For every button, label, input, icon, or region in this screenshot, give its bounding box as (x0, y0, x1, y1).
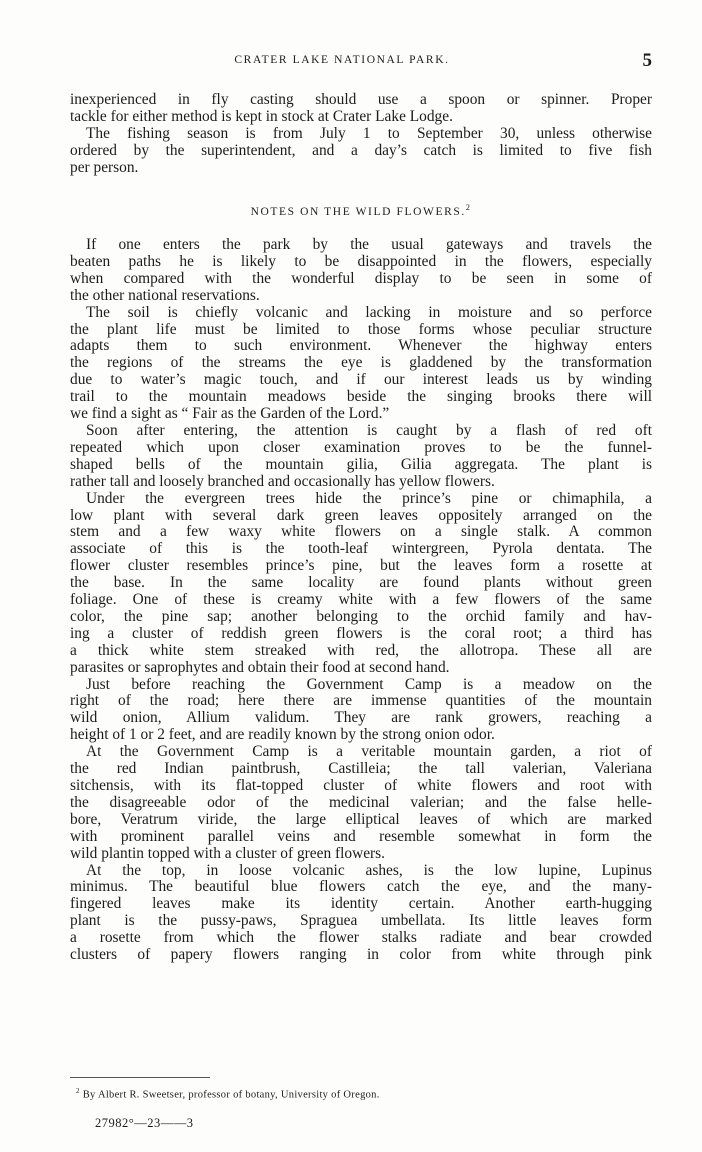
text-line: wild onion, Allium validum. They are rank growers, reaching a (70, 709, 652, 727)
text-line: wild plantin topped with a cluster of green flowers. (70, 844, 385, 862)
text-line: adapts them to such environment. Whenever the highway enters (70, 337, 652, 355)
text-line: we find a sight as “ Fair as the Garden of the Lord.” (70, 405, 390, 423)
text-line: right of the road; here there are immense quantities of the mountain (70, 692, 652, 710)
footnote-divider (70, 1077, 210, 1078)
text-line: shaped bells of the mountain gilia, Gilia aggregata. The plant is (70, 455, 652, 473)
text-line: the other national reservations. (70, 286, 260, 304)
text-line: the base. In the same locality are found plants without green (70, 574, 652, 592)
text-line: Under the evergreen trees hide the prince’s pine or chimaphila, a (86, 489, 652, 507)
page-header (72, 50, 652, 78)
text-line: the red Indian paintbrush, Castilleia; the tall valerian, Valeriana (70, 760, 652, 778)
text-line: color, the pine sap; another belonging to the orchid family and hav- (70, 607, 652, 625)
text-line: sitchensis, with its flat-topped cluster of white flowers and root with (70, 777, 652, 794)
text-line: when compared with the wonderful display to be seen in some of (70, 269, 652, 287)
text-line: fingered leaves make its identity certain. Another earth-hugging (70, 895, 652, 913)
text-line: ordered by the superintendent, and a day’s catch is limited to five fish (70, 141, 652, 159)
text-line: the plant life must be limited to those forms whose peculiar structure (70, 320, 652, 338)
text-line: At the Government Camp is a veritable mountain garden, a riot of (86, 743, 652, 761)
page-number: 5 (642, 50, 652, 71)
text-line: due to water’s magic touch, and if our interest leads us by winding (70, 371, 652, 389)
text-line: Soon after entering, the attention is caught by a flash of red oft (86, 421, 652, 439)
text-line: tackle for either method is kept in stock at Crater Lake Lodge. (70, 107, 453, 125)
section-heading (70, 203, 652, 218)
text-line: repeated which upon closer examination proves to be the funnel- (70, 438, 652, 456)
footnote-text: By Albert R. Sweetser, professor of botany, University of Oregon. (82, 1089, 380, 1101)
text-line: inexperienced in fly casting should use a spoon or spinner. Proper (70, 91, 652, 108)
text-line: parasites or saprophytes and obtain their food at second hand. (70, 658, 450, 676)
text-line: foliage. One of these is creamy white with a few flowers of the same (70, 591, 652, 609)
text-line: trail to the mountain meadows beside the singing brooks there will (70, 388, 652, 406)
text-line: The soil is chiefly volcanic and lacking in moisture and so perforce (86, 303, 652, 321)
text-line: the regions of the streams the eye is gladdened by the transformation (70, 354, 652, 372)
text-line: associate of this is the tooth-leaf wintergreen, Pyrola dentata. The (70, 540, 652, 558)
body-paragraphs (70, 237, 652, 964)
text-line: the disagreeable odor of the medicinal valerian; and the false helle- (70, 793, 652, 811)
text-line: low plant with several dark green leaves oppositely arranged on the (70, 506, 652, 524)
text-line: bore, Veratrum viride, the large elliptical leaves of which are marked (70, 810, 652, 828)
text-line: a thick white stem streaked with red, the allotropa. These all are (70, 641, 652, 659)
text-line: The fishing season is from July 1 to September 30, unless otherwise (86, 124, 652, 142)
text-line: Just before reaching the Government Camp is a meadow on the (86, 675, 652, 693)
text-line: per person. (70, 158, 139, 176)
text-line: rather tall and loosely branched and occasionally has yellow flowers. (70, 472, 495, 490)
text-line: If one enters the park by the usual gateways and travels the (86, 236, 652, 253)
text-line: with prominent parallel veins and resemble somewhat in form the (70, 827, 652, 845)
text-line: flower cluster resembles prince’s pine, but the leaves form a rosette at (70, 557, 652, 575)
print-code: 27982°—23——3 (95, 1116, 194, 1130)
section-title: NOTES ON THE WILD FLOWERS. (250, 205, 466, 218)
text-line: plant is the pussy-paws, Spraguea umbellata. Its little leaves form (70, 912, 652, 930)
footnote (76, 1087, 380, 1101)
footnote-mark: 2 (76, 1087, 80, 1095)
text-line: height of 1 or 2 feet, and are readily known by the strong onion odor. (70, 726, 495, 744)
text-line: ing a cluster of reddish green flowers is the coral root; a third has (70, 624, 652, 642)
text-line: a rosette from which the flower stalks radiate and bear crowded (70, 929, 652, 947)
text-line: minimus. The beautiful blue flowers catch the eye, and the many- (70, 878, 652, 896)
text-line: clusters of papery flowers ranging in color from white through pink (70, 946, 652, 964)
text-line: beaten paths he is likely to be disappointed in the flowers, especially (70, 252, 652, 270)
text-line: At the top, in loose volcanic ashes, is the low lupine, Lupinus (86, 861, 652, 879)
running-head: CRATER LAKE NATIONAL PARK. (234, 54, 450, 66)
footnote-reference: 2 (465, 203, 472, 212)
text-line: stem and a few waxy white flowers on a single stalk. A common (70, 523, 652, 541)
intro-paragraphs (70, 92, 652, 177)
